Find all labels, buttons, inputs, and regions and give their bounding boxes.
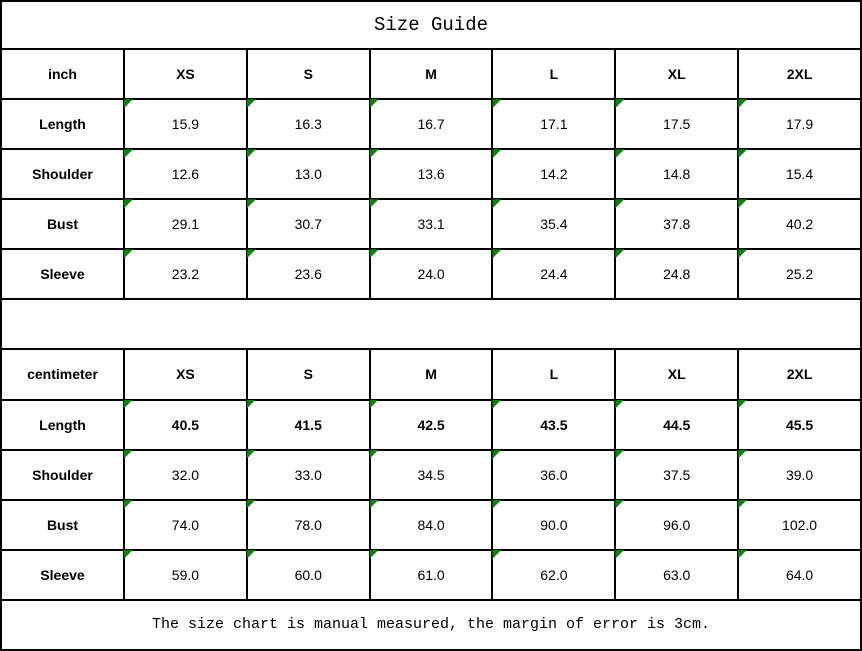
size-value-cell [124,450,247,500]
corner-marker-icon [492,550,501,559]
size-value-cell [615,149,738,199]
row-label-sleeve: Sleeve [1,550,124,600]
corner-marker-icon [615,450,624,459]
corner-marker-icon [247,249,256,258]
size-value: 17.9 [785,116,814,133]
size-value: 33.1 [417,216,445,233]
corner-marker-icon [124,500,133,509]
table-row-cm-length [1,400,861,450]
corner-marker-icon [615,99,624,108]
size-value: 23.6 [294,266,322,283]
size-value-cell [247,99,370,149]
size-value: 60.0 [294,566,322,583]
corner-marker-icon [492,99,501,108]
size-value: 42.5 [417,416,445,433]
size-value-cell [370,199,493,249]
inch-header-row [1,49,861,99]
size-value: 24.0 [417,266,445,283]
corner-marker-icon [247,450,256,459]
size-value-cell [370,149,493,199]
corner-marker-icon [615,550,624,559]
unit-header-inch: inch [1,49,124,99]
size-value: 16.7 [417,116,445,133]
corner-marker-icon [247,199,256,208]
corner-marker-icon [738,149,747,158]
size-value-cell [738,450,861,500]
size-value-cell [615,550,738,600]
size-value: 43.5 [540,416,568,433]
table-row-inch-sleeve [1,249,861,299]
column-header-xl: XL [615,49,738,99]
size-value-cell [738,400,861,450]
corner-marker-icon [492,500,501,509]
size-value-cell [370,400,493,450]
column-header-m: M [370,49,493,99]
corner-marker-icon [124,99,133,108]
corner-marker-icon [124,450,133,459]
corner-marker-icon [370,149,379,158]
column-header-m: M [370,349,493,399]
size-value: 14.8 [663,166,691,183]
size-value: 37.8 [663,216,691,233]
row-label-shoulder: Shoulder [1,149,124,199]
column-header-s: S [247,349,370,399]
row-label-shoulder: Shoulder [1,450,124,500]
title-row [1,1,861,49]
size-value-cell [615,99,738,149]
corner-marker-icon [124,400,133,409]
size-value: 17.1 [540,116,568,133]
corner-marker-icon [738,249,747,258]
corner-marker-icon [738,550,747,559]
size-value-cell [738,149,861,199]
size-value: 29.1 [171,216,200,233]
size-value-cell [615,249,738,299]
size-value-cell [370,450,493,500]
column-header-xs: XS [124,49,247,99]
size-value-cell [615,400,738,450]
size-value: 24.4 [540,266,568,283]
size-value-cell [738,99,861,149]
size-value-cell [738,199,861,249]
corner-marker-icon [492,400,501,409]
size-value-cell [124,500,247,550]
corner-marker-icon [738,99,747,108]
size-value-cell [247,550,370,600]
size-value: 41.5 [294,416,322,433]
size-value-cell [492,249,615,299]
size-value-cell [738,249,861,299]
corner-marker-icon [124,199,133,208]
cm-header-row [1,349,861,399]
size-value-cell [124,199,247,249]
table-row-inch-shoulder [1,149,861,199]
size-value: 32.0 [171,466,200,483]
size-value-cell [492,99,615,149]
size-value-cell [124,149,247,199]
size-value-cell [124,400,247,450]
corner-marker-icon [370,550,379,559]
size-value: 34.5 [417,466,445,483]
corner-marker-icon [492,149,501,158]
corner-marker-icon [124,249,133,258]
row-label-length: Length [1,400,124,450]
column-header-xs: XS [124,349,247,399]
table-row-cm-sleeve [1,550,861,600]
corner-marker-icon [492,249,501,258]
size-value: 37.5 [663,466,691,483]
corner-marker-icon [492,450,501,459]
corner-marker-icon [492,199,501,208]
size-value-cell [370,99,493,149]
size-value: 39.0 [785,466,814,483]
table-row-cm-bust [1,500,861,550]
row-label-bust: Bust [1,500,124,550]
size-value-cell [247,249,370,299]
corner-marker-icon [247,500,256,509]
corner-marker-icon [247,149,256,158]
size-value-cell [615,450,738,500]
size-value: 14.2 [540,166,568,183]
size-value-cell [247,500,370,550]
spacer-row [1,299,861,349]
size-value: 64.0 [785,566,814,583]
size-value-cell [124,99,247,149]
corner-marker-icon [615,400,624,409]
corner-marker-icon [370,400,379,409]
unit-header-centimeter: centimeter [1,349,124,399]
size-value: 62.0 [540,566,568,583]
corner-marker-icon [370,500,379,509]
size-value-cell [492,400,615,450]
column-header-s: S [247,49,370,99]
size-value: 35.4 [540,216,568,233]
corner-marker-icon [738,400,747,409]
size-value-cell [738,550,861,600]
corner-marker-icon [124,149,133,158]
size-value: 74.0 [171,516,200,533]
size-value: 59.0 [171,566,200,583]
corner-marker-icon [247,400,256,409]
size-value: 25.2 [785,266,814,283]
corner-marker-icon [247,99,256,108]
column-header-xl: XL [615,349,738,399]
row-label-sleeve: Sleeve [1,249,124,299]
corner-marker-icon [738,500,747,509]
size-value: 17.5 [663,116,691,133]
size-value: 23.2 [171,266,200,283]
size-value-cell [247,199,370,249]
size-value-cell [370,500,493,550]
size-value-cell [370,550,493,600]
row-label-length: Length [1,99,124,149]
corner-marker-icon [615,199,624,208]
corner-marker-icon [615,500,624,509]
corner-marker-icon [738,450,747,459]
table-row-inch-bust [1,199,861,249]
size-value: 30.7 [294,216,322,233]
table-row-cm-shoulder [1,450,861,500]
size-value-cell [492,550,615,600]
size-value: 13.6 [417,166,445,183]
column-header-l: L [492,49,615,99]
size-value: 13.0 [294,166,322,183]
size-value: 12.6 [171,166,200,183]
size-value-cell [247,400,370,450]
size-value-cell [492,199,615,249]
corner-marker-icon [370,249,379,258]
size-value-cell [124,550,247,600]
size-value-cell [247,450,370,500]
size-value: 45.5 [785,416,814,433]
column-header-2xl: 2XL [738,349,861,399]
size-value: 24.8 [663,266,691,283]
row-label-bust: Bust [1,199,124,249]
table-row-inch-length [1,99,861,149]
size-value: 15.4 [785,166,814,183]
size-value-cell [492,450,615,500]
column-header-l: L [492,349,615,399]
size-value: 84.0 [417,516,445,533]
corner-marker-icon [370,450,379,459]
size-value: 15.9 [171,116,200,133]
size-value: 16.3 [294,116,322,133]
size-value: 44.5 [663,416,691,433]
spacer-cell [1,299,861,349]
size-value-cell [492,500,615,550]
page-title: Size Guide [1,1,861,49]
size-value-cell [738,500,861,550]
corner-marker-icon [124,550,133,559]
corner-marker-icon [247,550,256,559]
size-value: 78.0 [294,516,322,533]
size-value-cell [370,249,493,299]
size-value: 102.0 [782,516,818,533]
corner-marker-icon [615,149,624,158]
size-value-cell [124,249,247,299]
size-value: 63.0 [663,566,691,583]
footer-row [1,600,861,650]
size-value-cell [247,149,370,199]
corner-marker-icon [738,199,747,208]
size-value: 61.0 [417,566,445,583]
size-value: 36.0 [540,466,568,483]
size-value-cell [492,149,615,199]
corner-marker-icon [615,249,624,258]
size-value: 40.5 [171,416,200,433]
size-value: 40.2 [785,216,814,233]
size-value-cell [615,199,738,249]
size-value: 33.0 [294,466,322,483]
column-header-2xl: 2XL [738,49,861,99]
corner-marker-icon [370,99,379,108]
size-value: 96.0 [663,516,691,533]
size-value-cell [615,500,738,550]
corner-marker-icon [370,199,379,208]
footer-note: The size chart is manual measured, the margin of error is 3cm. [1,600,861,650]
size-value: 90.0 [540,516,568,533]
